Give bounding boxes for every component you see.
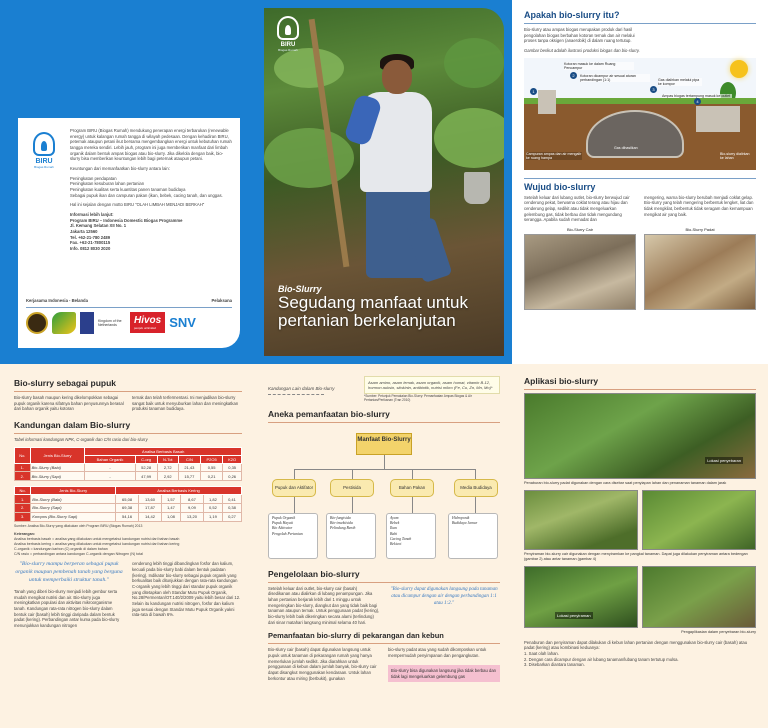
section-title: Pemanfaatan bio-slurry di pekarangan dan kebun (268, 631, 444, 641)
intro-right: ternak dan telah terfermentasi. Ini menjadikan bio-slurry sangat baik untuk menyuburkan lahan dan meningkatkan produksi tanaman budidaya. (132, 395, 239, 412)
wujud-text-right: mengering, warna bio-slurry berubah menjadi coklat gelap. Bio-slurry yang telah mengering berbentuk lengket, liat dan tidak mengkilat, berbentuk tidak seragam dan kemampuan mengikat air yang baik. (644, 194, 754, 217)
table-subtitle: Tabel informasi kandungan NPK, C-organik dan C/N rasio dari bio-slurry (14, 437, 148, 443)
section-title: Wujud bio-slurry (524, 181, 596, 192)
diagram-label: Kotoran masuk ke dalam Ruang Pencampur (564, 62, 634, 70)
netherlands-text: Kingdom of the Netherlands (98, 318, 122, 327)
other-contents-text: Asam amino, asam lemak, asam organik, asam humat, vitamin B-12, hormon auksin, sitokinin, antibiotik, nutrisi mikro (Fe, Cu, Zn, Mn, Mo)* (368, 380, 493, 390)
photo-label: Bio-Slurry Padat (685, 227, 715, 233)
use-node: Media Budidaya (454, 479, 498, 497)
biru-logo (272, 16, 304, 60)
table-row: 1. Bio-Slurry (Babi) 65,08 13,60 1,57 8,67 1,82 0,41 (15, 495, 242, 504)
photo-tag: Lokasi penyebaran (707, 458, 741, 463)
use-node: Pestisida (330, 479, 374, 497)
use-detail: Bio-fungisida Bio-insektisida Pelindung Benih (326, 513, 376, 559)
diagram-label: Bio-slurry dialirkan ke lahan (720, 151, 750, 160)
dry-analysis-table: No. Jenis Bio-Slurry Analisa Berbasis Kering 1. Bio-Slurry (Babi) 65,08 13,60 1,57 8,67 1,82 0,41 2. Bio-Slurry (Sapi) 69,38 17,87 1,47 9,09 0,52 0,38 3. Kompos (Bio-Slurry Sapi) 54,16 14,42 1,08 13,20 1,19 0,27 (14, 486, 242, 521)
kicker: Bio-Slurry (278, 284, 322, 295)
table-notes (14, 532, 242, 556)
photo-caption: Penyiraman bio-slurry cair digunakan dengan menyiramkan ke pangkal tanaman. Dapat juga dilakukan penyiraman antara bedengan (gambar 2) atau antar tanaman (gambar 4) (524, 552, 748, 562)
hivos-text: Hivos (134, 315, 162, 327)
benefit-item: Peningkatan kesuburan lahan pertanian (70, 181, 145, 187)
partners (26, 298, 232, 334)
section-title: Aplikasi bio-slurry (524, 376, 599, 386)
logo-subtext: Biogas Rumah (34, 165, 54, 169)
pull-quote: "Bio-slurry mampu berperan sebagai pupuk organik maupun pembenah tanah yang berguna untuk memperbaiki struktur tanah." (15, 561, 123, 584)
contact-line: Tel. +62-21-780 2489 (70, 234, 111, 240)
inlet-chamber (538, 90, 556, 114)
fertilizer-panel (0, 364, 256, 728)
watering-photo (524, 490, 638, 550)
contact-line: Info. 0812 8030 2020 (70, 246, 111, 252)
diagram-caption: Gambar berikut adalah ilustrasi produksi biogas dan bio-slurry. (524, 48, 640, 54)
netherlands-logo (80, 312, 94, 334)
what-is-panel (512, 0, 768, 364)
application-panel (512, 364, 768, 728)
farmer-photo (264, 8, 504, 356)
motto: Hal ini sejalan dengan motto BIRU "OLAH LIMBAH MENJADI BERKAH" (70, 202, 205, 208)
section-title: Apakah bio-slurry itu? (524, 10, 620, 20)
application-photo (642, 566, 756, 628)
government-seal-logo (26, 312, 48, 334)
intro-left: Bio-slurry basah maupun kering dikelompokkan sebagai pupuk organik karena sifatnya bahan penyusunnya berasal dari bahan organik yaitu kotoran (14, 395, 124, 412)
section-title: Pengelolaan bio-slurry (268, 568, 360, 579)
watering-photo (642, 490, 756, 550)
photo-caption: Pengaplikasian dalam penyebaran bio-slurry (681, 630, 756, 635)
benefit-item: Peningkatan kualitas serta kuantitas panen tanaman budidaya (70, 187, 186, 193)
hivos-logo (130, 312, 165, 333)
headline: Segudang manfaat untuk pertanian berkelanjutan (278, 293, 468, 331)
cover-headline (278, 284, 504, 330)
table-row: 2. Bio-Slurry (Sapi) - 47,99 2,92 15,77 0,21 0,26 (15, 472, 242, 481)
steps-list (524, 651, 756, 668)
note-item: Analisa berbasis basah = analisa yang dilakukan untuk mengetahui kandungan nutrisi dari bahan basah (14, 537, 180, 542)
wujud-text-left: Setelah keluar dari lubang outlet, bio-slurry berwujud cair cenderung pekat, berwarna coklat terang atau hijau dan cenderung gelap, sedikit atau tidak mengeluarkan gelembung gas, tidak berbau dan tidak mengundang serangga. Apabila sudah memadat dan (524, 194, 630, 223)
hivos-subtext: people unlimited (134, 326, 156, 331)
biru-logo (26, 132, 62, 169)
other-contents-box (364, 376, 500, 394)
table-source: Sumber: Analisa Bio-Slurry yang dilakukan oleh Program BIRU (Biogas Rumah) 2013 (14, 523, 143, 528)
section-title: Aneka pemanfaatan bio-slurry (268, 408, 390, 419)
body-text-right: cenderung lebih tinggi dibandingkan fosfor dan kalium, kecuali pada bio-slurry babi dalam bentuk padatan (kering). Indikator bio-slurry sebagai pupuk organik yang berkualitas baik ditunjukkan dengan rata-rata kandungan C-organik yang lebih tinggi dari standar pupuk organik yang ditetapkan oleh Standar Mutu Pupuk Organik, No.28/Permentan/OT.140/2/2009 yaitu lebih besar dari 12. Selain itu kandungan nutrisi nitrogen, fosfor dan kalium juga sesuai dengan Standar Mutu Pupuk Organik yakni rata-rata di bawah 6%. (132, 561, 241, 618)
section-intro: Bio-slurry atau ampas biogas merupakan produk dari hasil pengolahan biogas berbahan kotoran ternak dan air melalui proses tanpa oksigen (anaerobik) di dalam ruang tertutup. (524, 27, 635, 44)
uses-panel (256, 364, 512, 728)
step-item: 1. Saat olah lahan. (524, 650, 559, 656)
biogas-diagram: 1 2 3 4 Kotoran masuk ke dalam Ruang Pencampur Kotoran dicampur air sesuai aturan perbandingan (1:1) Gas dialirkan melalui pipa ke kompor Ampas biogas tertampung masuk ke outlet Campuran ampas dan air mengalir ke ruang hampa Gas dihasilkan Bio-slurry dialirkan ke lahan (524, 58, 756, 170)
spreading-photo (524, 393, 756, 479)
snv-logo: SNV (169, 315, 196, 331)
benefit-item: Sebagai pupuk ikan dan campuran pakan (ikan, bebek, cacing tanah, dan unggas. (70, 192, 223, 198)
liquid-slurry-photo (524, 234, 636, 310)
photo-label: Bio-Slurry Cair (566, 227, 593, 233)
section-title: Bio-slurry sebagai pupuk (14, 378, 117, 388)
flame-icon (277, 16, 299, 40)
diagram-label: Kotoran dicampur air sesuai aturan perbandingan (1:1) (580, 74, 650, 82)
table-title: Kandungan dalam Bio-slurry (14, 420, 131, 431)
photo-tag: Lokasi penyiraman (557, 613, 591, 619)
contact-line: Fax. +62-21-7800115 (70, 240, 111, 246)
use-node: Bahan Pakan (390, 479, 434, 497)
contact-line: Jl. Kemang Selatan XII No. 1 (70, 223, 127, 229)
logo-text: BIRU (280, 42, 296, 48)
use-detail: Pupuk Organik Pupuk Hayati Bio Aktivator Pengolah Pertanian (268, 513, 318, 559)
uses-diagram (268, 429, 500, 567)
use-detail: Hidroponik Budidaya Jamur (448, 513, 498, 559)
table-row: 1. Bio-Slurry (Babi) - 52,28 2,72 21,43 0,55 0,35 (15, 463, 242, 472)
program-intro: Program BIRU (Biogas Rumah) mendukung penerapan energi terbarukan (renewable energy) untuk kalangan rumah tangga di wilayah pedesaan. Dengan kehadiran BIRU, peternak ataupun petani ikut bersama mengembangkan energi untuk kebutuhan rumah tangga mereka sendiri. Lebih jauh, program ini juga memberikan manfaat dari limbah organik dalam bentuk ampas biogas atau bio-slurry. Jika dikelola dengan baik, bio-slurry bisa memberikan keuntungan lebih bagi peternak ataupun petani. (70, 128, 232, 162)
note-item: C-organik = kandungan karbon (C) organik di dalam bahan (14, 546, 108, 551)
solid-slurry-photo (644, 234, 756, 310)
pull-quote: "Bio-slurry dapat digunakan langsung pada tanaman atau dicampur dengan air dengan perbandingan 1:1 atau 1:2." (390, 586, 498, 606)
contact-title: Informasi lebih lanjut: (70, 212, 114, 218)
diagram-label: Gas dialirkan melalui pipa ke kompor (658, 78, 702, 86)
body-text-left: Tanah yang diberi bio-slurry menjadi lebih gembur serta mudah mengikat nutrisi dan air. Bio-slurry juga meningkatkan populasi dan aktivitas mikroorganisme tanah. Kandungan rata-rata nitrogen bio-slurry dalam bentuk cair (basah) lebih tinggi daripada dalam bentuk padat (kering). Perbandingan antar kuma pada bio-slurry menunjukkan kandungan nitrogen (14, 588, 120, 628)
contact-line: Program BIRU – Indonesia Domestic Biogas Programme (70, 217, 183, 223)
flame-icon (33, 132, 55, 156)
notes-title: Keterangan: (14, 532, 35, 537)
step-item: 3. Disebarkan diantara tanaman. (524, 662, 585, 668)
closing-text: Penaburan dan penyiraman dapat dilakukan di kebun lahan pertanian dengan menggunakan bio-slurry cair (basah) atau padat (kering) atau kombinasi keduanya: (524, 639, 748, 651)
sun-icon (730, 60, 748, 78)
management-text: Setelah keluar dari outlet, bio-slurry cair (basah) disedikanan atau dialirkan di lubang penampungan. Jika lahan pertanian berjarak lebih dari 1 minggu untuk mengeringkan bio-slurry, diangkut dan yang tidak baik bagi tanaman ataupun ternak. Untuk penggunaan padat (kering), bio-slurry lebih baik dikeringkan secara alami (terlindung) dari sinar matahari langsung minimal selama 40 hari. (268, 585, 380, 625)
usage-note: Bio-slurry bisa digunakan langsung jika tidak berbau dan tidak lagi mengeluarkan gelembung gas (388, 665, 500, 683)
outlet-chamber (696, 106, 740, 132)
info-card (18, 118, 240, 348)
note-item: C/N rasio = perbandingan antara kandungan C-organik dengan Nitrogen (N) total (14, 551, 143, 556)
partners-label: Kerjasama Indonesia - Belanda (26, 298, 88, 303)
contact-line: Jakarta 12560 (70, 229, 98, 235)
legend-label: Kandungan Lain dalam Bio-slurry (268, 386, 335, 391)
table-row: 2. Bio-Slurry (Sapi) 69,38 17,87 1,47 9,09 0,52 0,38 (15, 504, 242, 513)
use-detail: Ayam Bebek Ikan Babi Cacing Tanah Bekicot (386, 513, 436, 559)
photo-caption: Penaburan bio-slurry padat digunakan dengan cara disebar saat penyiapan lahan dan penanaman tanaman dalam jarak (524, 481, 727, 485)
garden-text-right: bio-slurry padat atau yang sudah dikomposkan untuk mempermudah penyimpanan dan pengangkutan. (388, 647, 487, 658)
note-item: Analisa berbasis kering = analisa yang dilakukan untuk mengetahui kandungan nutrisi dari bahan kering (14, 541, 180, 546)
wet-analysis-table: No. Jenis Bio-Slurry Analisa Berbasis Basah Bahan Organik C-org N-Tot C/N P2O5 K2O 1. Bio-Slurry (Babi) - 52,28 2,72 21,43 0,55 0,35 2. Bio-Slurry (Sapi) - 47,99 2,92 15,77 0,21 0,26 (14, 447, 242, 482)
benefits-title: Keuntungan dari memanfaatkan bio-slurry antara lain: (70, 166, 170, 172)
diagram-label: Ampas biogas tertampung masuk ke outlet (662, 93, 731, 98)
table-row: 3. Kompos (Bio-Slurry Sapi) 54,16 14,42 1,08 13,20 1,19 0,27 (15, 512, 242, 521)
legend-source: *Sumber: Petunjuk Pemakaian Bio-Slurry: Pemanfaatan Ampas Biogas & Air Pertanian/Perikanan (Tran 2010) (364, 394, 472, 403)
ministry-logo (52, 312, 76, 334)
bucket (464, 172, 490, 204)
watering-photo (524, 566, 638, 628)
benefit-item: Peningkatan pendapatan (70, 175, 117, 181)
diagram-label: Gas dihasilkan (614, 145, 638, 150)
step-item: 2. Dengan cara dicampur dengan air lubang tanaman/lubang tanam tertutup mulsa. (524, 656, 679, 662)
garden-text-left: Bio-slurry cair (basah) dapat digunakan langsung untuk pupuk untuk tanaman di pekarangan rumah yang hanya memerlukan jumlah sedikit. Jika diarahkan untuk penggunaan di kebun dalam jumlah banyak, bio-slurry cair dapat disangkut menggunakan kendaraan. Untuk lahan berkontur atau miring (berbukit), gunakan (268, 647, 377, 681)
use-node: Pupuk dan Aktifator (272, 479, 316, 497)
card-body (70, 128, 232, 256)
back-cover-panel (0, 0, 256, 364)
logo-subtext: Biogas Rumah (278, 48, 298, 52)
logo-text: BIRU (35, 158, 53, 165)
diagram-label: Campuran ampas dan air mengalir ke ruang hampa (526, 151, 582, 160)
cover-panel (256, 0, 512, 364)
root-node: Manfaat Bio-Slurry (356, 433, 412, 455)
executor-label: Pelaksana (211, 298, 232, 303)
